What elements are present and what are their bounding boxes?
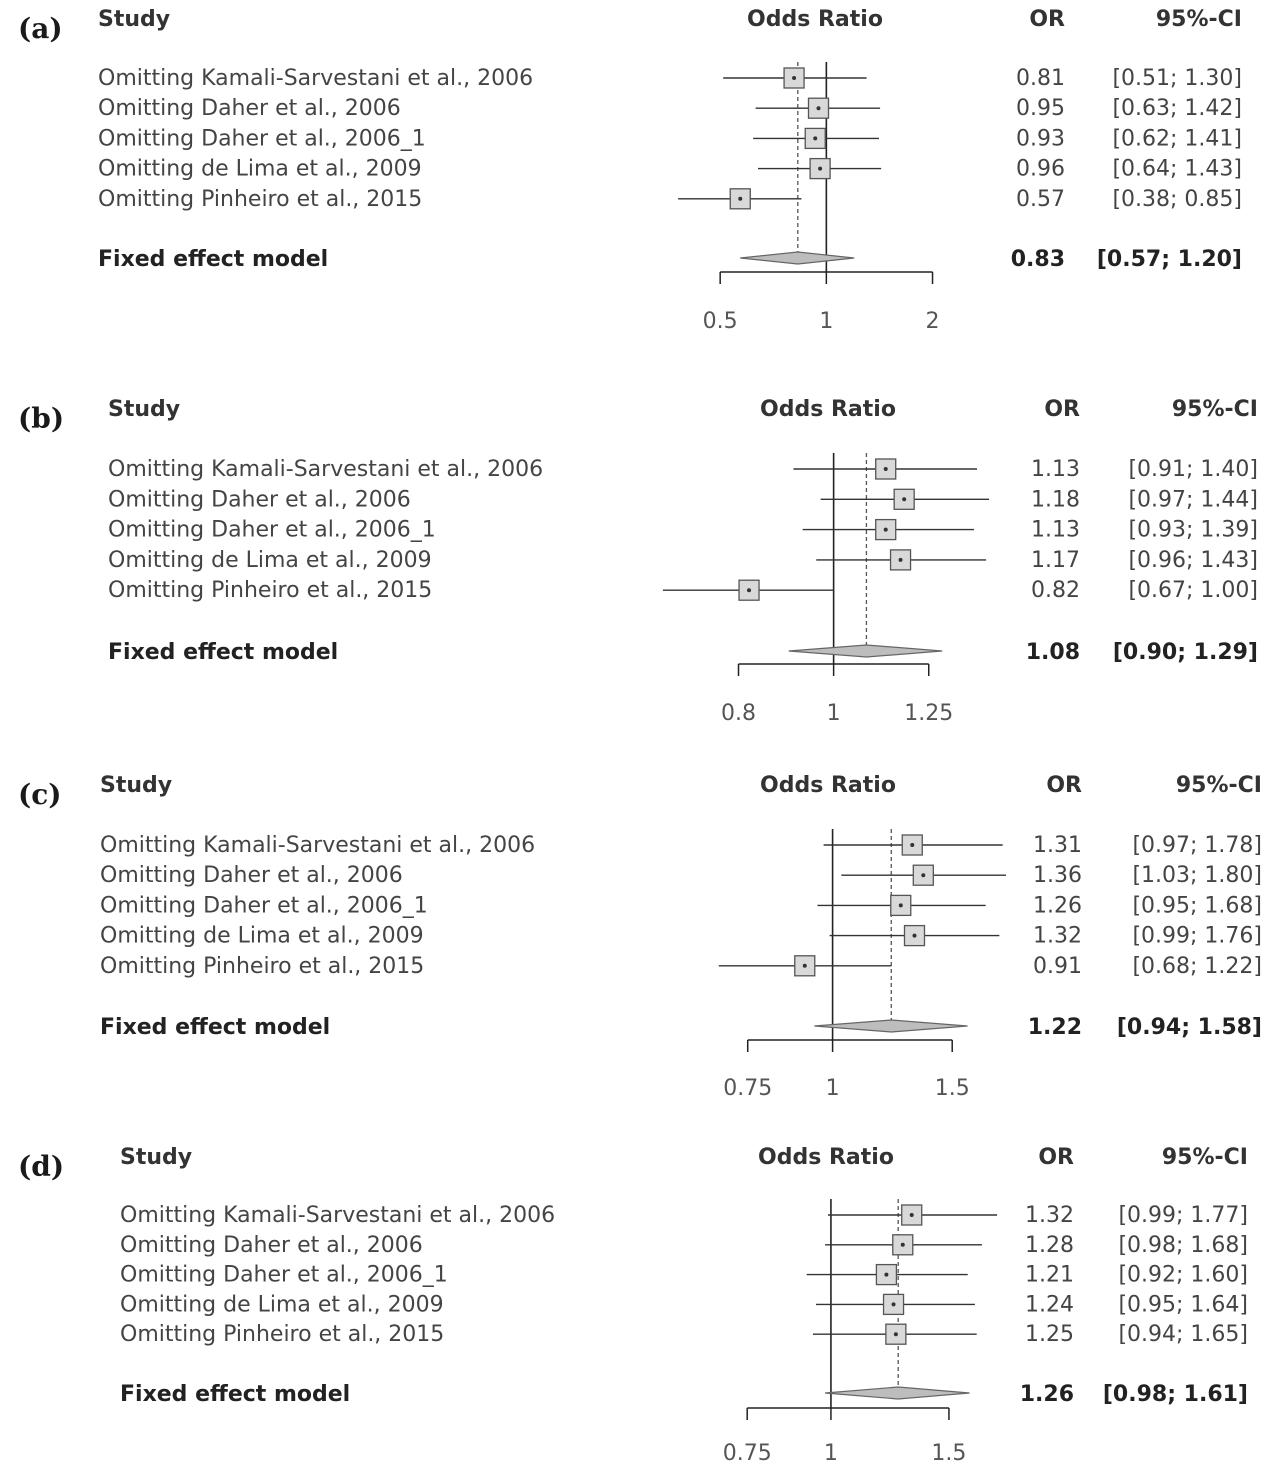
- header-ci: 95%-CI: [1155, 7, 1242, 32]
- study-estimate-point: [816, 106, 820, 110]
- forest-panel-1: [18, 397, 1258, 726]
- x-tick-label: 1.5: [931, 1441, 967, 1466]
- study-name: Omitting Daher et al., 2006: [120, 1232, 423, 1258]
- study-or-value: 1.13: [1031, 517, 1080, 543]
- study-name: Omitting Daher et al., 2006_1: [120, 1262, 448, 1288]
- study-or-value: 0.96: [1016, 156, 1065, 182]
- study-ci-value: [0.95; 1.64]: [1118, 1292, 1248, 1318]
- study-estimate-point: [921, 873, 925, 877]
- x-tick-label: 1: [825, 1076, 840, 1101]
- study-name: Omitting de Lima et al., 2009: [100, 923, 424, 949]
- forest-panel-0: [18, 7, 1242, 334]
- header-ci: 95%-CI: [1175, 773, 1262, 798]
- header-study: Study: [98, 7, 171, 32]
- x-tick-label: 0.8: [721, 701, 757, 726]
- study-estimate-point: [892, 1302, 896, 1306]
- study-name: Omitting Daher et al., 2006_1: [100, 893, 428, 919]
- study-estimate-point: [884, 528, 888, 532]
- panel-label: (a): [18, 12, 63, 45]
- study-or-value: 1.24: [1025, 1292, 1074, 1318]
- study-or-value: 1.21: [1025, 1262, 1074, 1288]
- study-estimate-point: [912, 934, 916, 938]
- study-or-value: 0.82: [1031, 578, 1080, 604]
- pooled-ci-value: [0.57; 1.20]: [1096, 247, 1242, 272]
- study-ci-value: [0.92; 1.60]: [1118, 1262, 1248, 1288]
- x-tick-label: 0.75: [723, 1076, 773, 1101]
- pooled-model-label: Fixed effect model: [100, 1015, 331, 1040]
- header-odds-ratio: Odds Ratio: [760, 773, 896, 798]
- pooled-ci-value: [0.94; 1.58]: [1116, 1015, 1262, 1040]
- study-ci-value: [0.67; 1.00]: [1128, 578, 1258, 604]
- study-or-value: 0.81: [1016, 66, 1065, 91]
- x-tick-label: 1: [819, 309, 834, 334]
- study-ci-value: [0.93; 1.39]: [1128, 517, 1258, 543]
- study-estimate-point: [884, 1273, 888, 1277]
- study-ci-value: [0.94; 1.65]: [1118, 1322, 1248, 1348]
- study-estimate-point: [899, 558, 903, 562]
- study-estimate-point: [747, 588, 751, 592]
- study-or-value: 1.17: [1031, 547, 1080, 573]
- study-ci-value: [0.51; 1.30]: [1112, 66, 1242, 91]
- study-ci-value: [0.64; 1.43]: [1112, 156, 1242, 182]
- study-ci-value: [1.03; 1.80]: [1132, 863, 1262, 889]
- study-name: Omitting Daher et al., 2006: [98, 96, 401, 122]
- study-or-value: 1.28: [1025, 1232, 1074, 1258]
- study-name: Omitting Pinheiro et al., 2015: [108, 578, 433, 604]
- study-estimate-point: [894, 1332, 898, 1336]
- study-or-value: 1.18: [1031, 487, 1080, 513]
- x-tick-label: 1: [823, 1441, 838, 1466]
- study-ci-value: [0.97; 1.44]: [1128, 487, 1258, 513]
- study-or-value: 0.95: [1016, 96, 1065, 122]
- pooled-or-value: 1.08: [1025, 640, 1080, 665]
- panel-label: (b): [18, 402, 65, 435]
- header-study: Study: [120, 1145, 193, 1170]
- study-estimate-point: [738, 197, 742, 201]
- header-ci: 95%-CI: [1161, 1145, 1248, 1170]
- pooled-model-label: Fixed effect model: [98, 247, 329, 272]
- study-ci-value: [0.99; 1.76]: [1132, 923, 1262, 949]
- pooled-diamond: [740, 252, 854, 264]
- study-name: Omitting Pinheiro et al., 2015: [98, 186, 423, 212]
- x-tick-label: 0.75: [722, 1441, 772, 1466]
- study-name: Omitting Daher et al., 2006_1: [98, 126, 426, 152]
- study-ci-value: [0.99; 1.77]: [1118, 1203, 1248, 1228]
- header-study: Study: [100, 773, 173, 798]
- x-tick-label: 0.5: [702, 309, 738, 334]
- study-estimate-point: [901, 1243, 905, 1247]
- forest-panel-2: [18, 773, 1262, 1101]
- study-or-value: 0.57: [1016, 186, 1065, 212]
- study-or-value: 0.93: [1016, 126, 1065, 152]
- study-ci-value: [0.98; 1.68]: [1118, 1232, 1248, 1258]
- study-name: Omitting Pinheiro et al., 2015: [120, 1322, 445, 1348]
- header-odds-ratio: Odds Ratio: [760, 397, 896, 422]
- study-name: Omitting Kamali-Sarvestani et al., 2006: [108, 457, 544, 482]
- header-odds-ratio: Odds Ratio: [747, 7, 883, 32]
- study-estimate-point: [910, 843, 914, 847]
- study-or-value: 1.26: [1033, 893, 1082, 919]
- x-tick-label: 1.5: [934, 1076, 970, 1101]
- study-or-value: 0.91: [1033, 953, 1082, 979]
- study-name: Omitting Daher et al., 2006_1: [108, 517, 436, 543]
- pooled-diamond: [825, 1387, 969, 1399]
- pooled-or-value: 0.83: [1010, 247, 1065, 272]
- study-name: Omitting de Lima et al., 2009: [108, 547, 432, 573]
- study-estimate-point: [899, 903, 903, 907]
- study-estimate-point: [818, 167, 822, 171]
- study-ci-value: [0.62; 1.41]: [1112, 126, 1242, 152]
- pooled-ci-value: [0.90; 1.29]: [1112, 640, 1258, 665]
- header-or: OR: [1044, 397, 1080, 422]
- study-ci-value: [0.38; 0.85]: [1112, 186, 1242, 212]
- study-estimate-point: [884, 467, 888, 471]
- header-study: Study: [108, 397, 181, 422]
- header-odds-ratio: Odds Ratio: [758, 1145, 894, 1170]
- pooled-model-label: Fixed effect model: [108, 640, 339, 665]
- study-estimate-point: [902, 497, 906, 501]
- header-or: OR: [1029, 7, 1065, 32]
- study-estimate-point: [813, 136, 817, 140]
- study-estimate-point: [803, 964, 807, 968]
- study-name: Omitting Daher et al., 2006: [100, 863, 403, 889]
- header-or: OR: [1038, 1145, 1074, 1170]
- study-or-value: 1.32: [1033, 923, 1082, 949]
- study-name: Omitting Kamali-Sarvestani et al., 2006: [100, 833, 536, 858]
- study-name: Omitting Kamali-Sarvestani et al., 2006: [98, 66, 534, 91]
- forest-panel-3: [18, 1145, 1248, 1466]
- pooled-model-label: Fixed effect model: [120, 1382, 351, 1407]
- pooled-ci-value: [0.98; 1.61]: [1102, 1382, 1248, 1407]
- header-ci: 95%-CI: [1171, 397, 1258, 422]
- pooled-diamond: [814, 1020, 967, 1032]
- header-or: OR: [1046, 773, 1082, 798]
- study-ci-value: [0.95; 1.68]: [1132, 893, 1262, 919]
- study-or-value: 1.25: [1025, 1322, 1074, 1348]
- panel-label: (d): [18, 1150, 65, 1183]
- pooled-diamond: [789, 645, 942, 657]
- study-ci-value: [0.91; 1.40]: [1128, 457, 1258, 482]
- study-ci-value: [0.97; 1.78]: [1132, 833, 1262, 858]
- study-ci-value: [0.96; 1.43]: [1128, 547, 1258, 573]
- study-estimate-point: [910, 1213, 914, 1217]
- study-estimate-point: [792, 76, 796, 80]
- study-name: Omitting Kamali-Sarvestani et al., 2006: [120, 1203, 556, 1228]
- study-or-value: 1.13: [1031, 457, 1080, 482]
- study-name: Omitting Daher et al., 2006: [108, 487, 411, 513]
- pooled-or-value: 1.26: [1019, 1382, 1074, 1407]
- study-or-value: 1.32: [1025, 1203, 1074, 1228]
- pooled-or-value: 1.22: [1027, 1015, 1082, 1040]
- study-name: Omitting Pinheiro et al., 2015: [100, 953, 425, 979]
- study-name: Omitting de Lima et al., 2009: [98, 156, 422, 182]
- study-ci-value: [0.68; 1.22]: [1132, 953, 1262, 979]
- study-ci-value: [0.63; 1.42]: [1112, 96, 1242, 122]
- study-or-value: 1.31: [1033, 833, 1082, 858]
- panel-label: (c): [18, 778, 62, 811]
- study-or-value: 1.36: [1033, 863, 1082, 889]
- x-tick-label: 1.25: [904, 701, 954, 726]
- study-name: Omitting de Lima et al., 2009: [120, 1292, 444, 1318]
- x-tick-label: 2: [925, 309, 940, 334]
- x-tick-label: 1: [826, 701, 841, 726]
